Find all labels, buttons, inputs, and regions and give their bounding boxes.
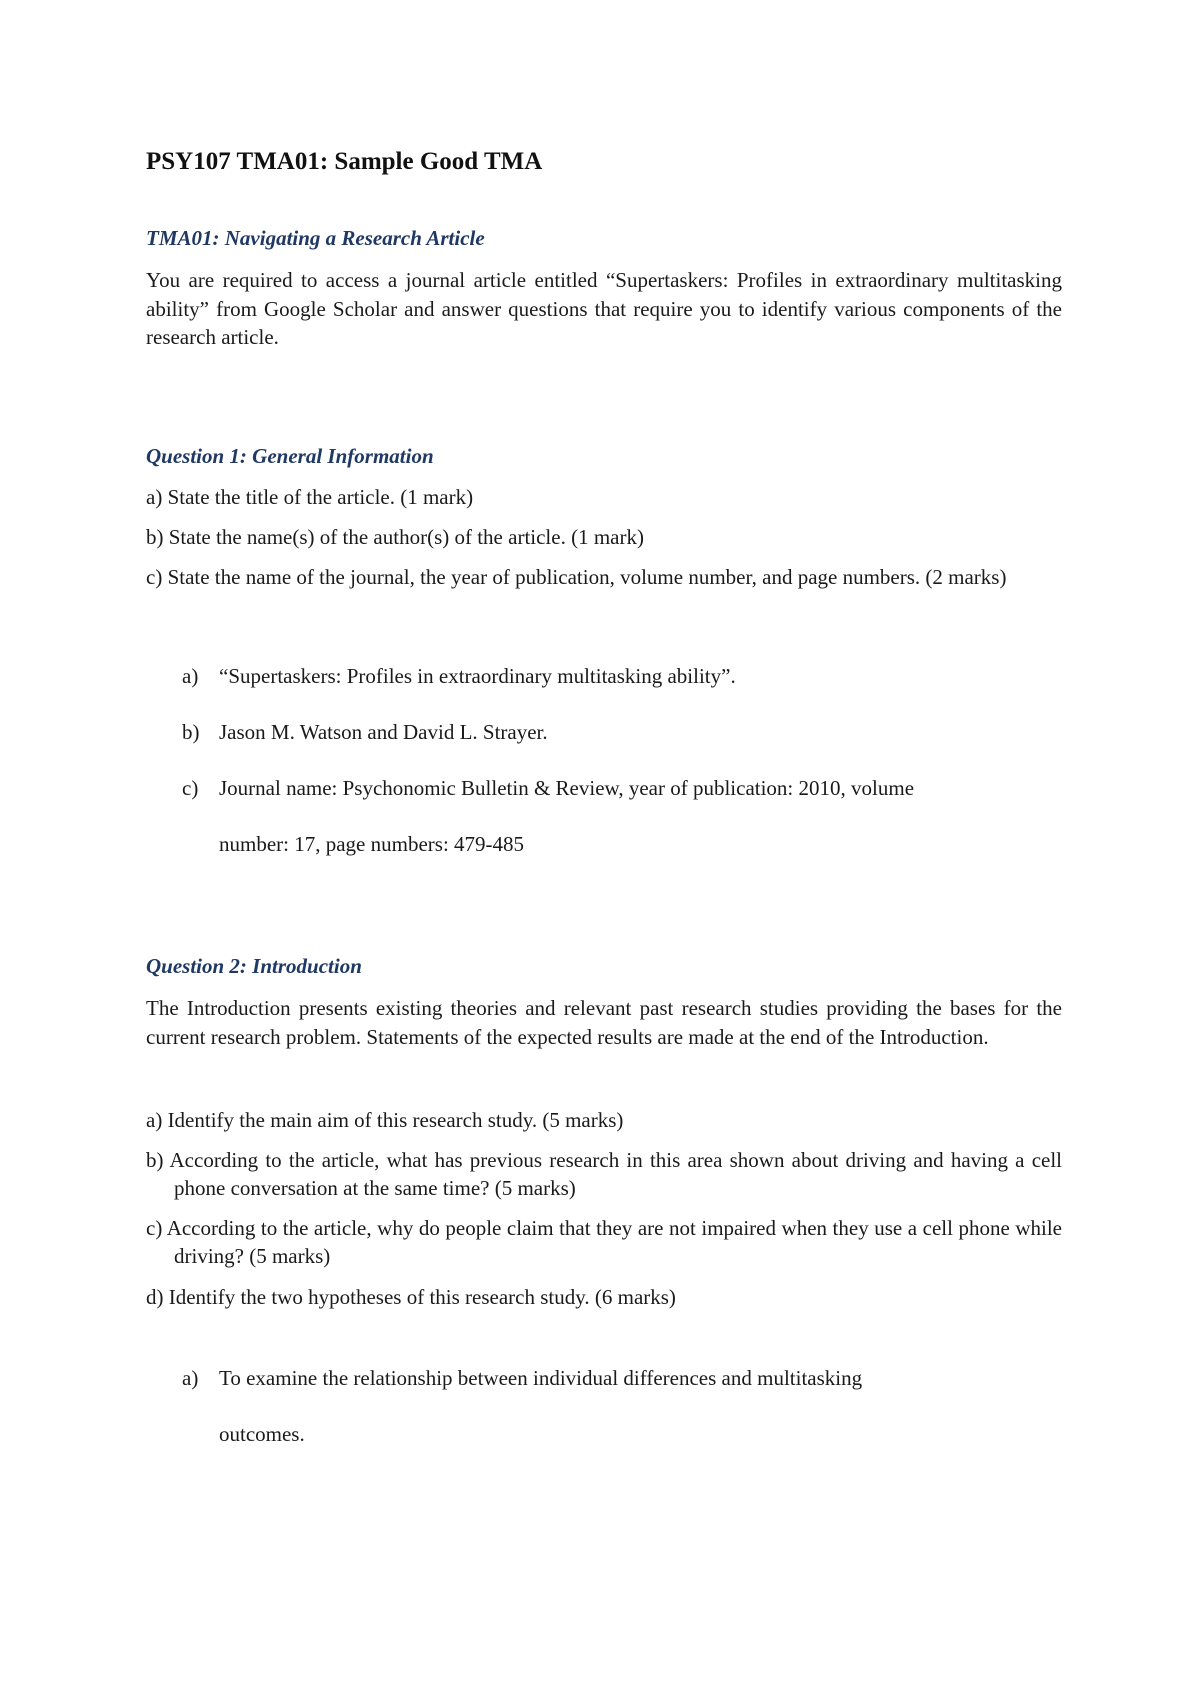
tma-intro-paragraph: You are required to access a journal article entitled “Supertaskers: Profiles in extraordinary multitasking ability” from Google Scholar and answer questions that require you to identify various components of the research article. <box>146 268 1062 349</box>
question2-intro-paragraph: The Introduction presents existing theories and relevant past research studies providing the bases for the current research problem. Statements of the expected results are made at the end of the Introduction. <box>146 996 1062 1049</box>
question1-item-b: b) State the name(s) of the author(s) of the article. (1 mark) <box>146 525 644 549</box>
question1-answer-b-label: b) <box>182 720 200 744</box>
question1-answer-c-text-line2: number: 17, page numbers: 479-485 <box>219 832 525 856</box>
question1-answer-a-text: “Supertaskers: Profiles in extraordinary multitasking ability”. <box>219 664 736 688</box>
question2-item-b: b) According to the article, what has previous research in this area shown about driving and having a cell phone conversation at the same time? (5 marks) <box>146 1148 1062 1200</box>
tma-section-heading: TMA01: Navigating a Research Article <box>146 226 485 250</box>
question1-item-a: a) State the title of the article. (1 mark) <box>146 485 474 509</box>
question2-item-c: c) According to the article, why do people claim that they are not impaired when they use a cell phone while driving? (5 marks) <box>146 1216 1062 1268</box>
question2-answer-a-label: a) <box>182 1366 199 1390</box>
question1-heading: Question 1: General Information <box>146 444 434 468</box>
question2-item-a: a) Identify the main aim of this research study. (5 marks) <box>146 1108 624 1132</box>
question2-answer-a-text-line1: To examine the relationship between individual differences and multitasking <box>219 1366 863 1390</box>
question1-answer-b-text: Jason M. Watson and David L. Strayer. <box>219 720 548 744</box>
question1-answer-c-text-line1: Journal name: Psychonomic Bulletin & Review, year of publication: 2010, volume <box>219 776 915 800</box>
question1-answer-c-label: c) <box>182 776 199 800</box>
question1-item-c: c) State the name of the journal, the year of publication, volume number, and page numbers. (2 marks) <box>146 565 1007 589</box>
question2-answer-a-text-line2: outcomes. <box>219 1422 305 1446</box>
question1-answer-a-label: a) <box>182 664 199 688</box>
question2-heading: Question 2: Introduction <box>146 954 362 978</box>
question2-item-d: d) Identify the two hypotheses of this research study. (6 marks) <box>146 1285 676 1309</box>
document-title: PSY107 TMA01: Sample Good TMA <box>146 148 543 175</box>
